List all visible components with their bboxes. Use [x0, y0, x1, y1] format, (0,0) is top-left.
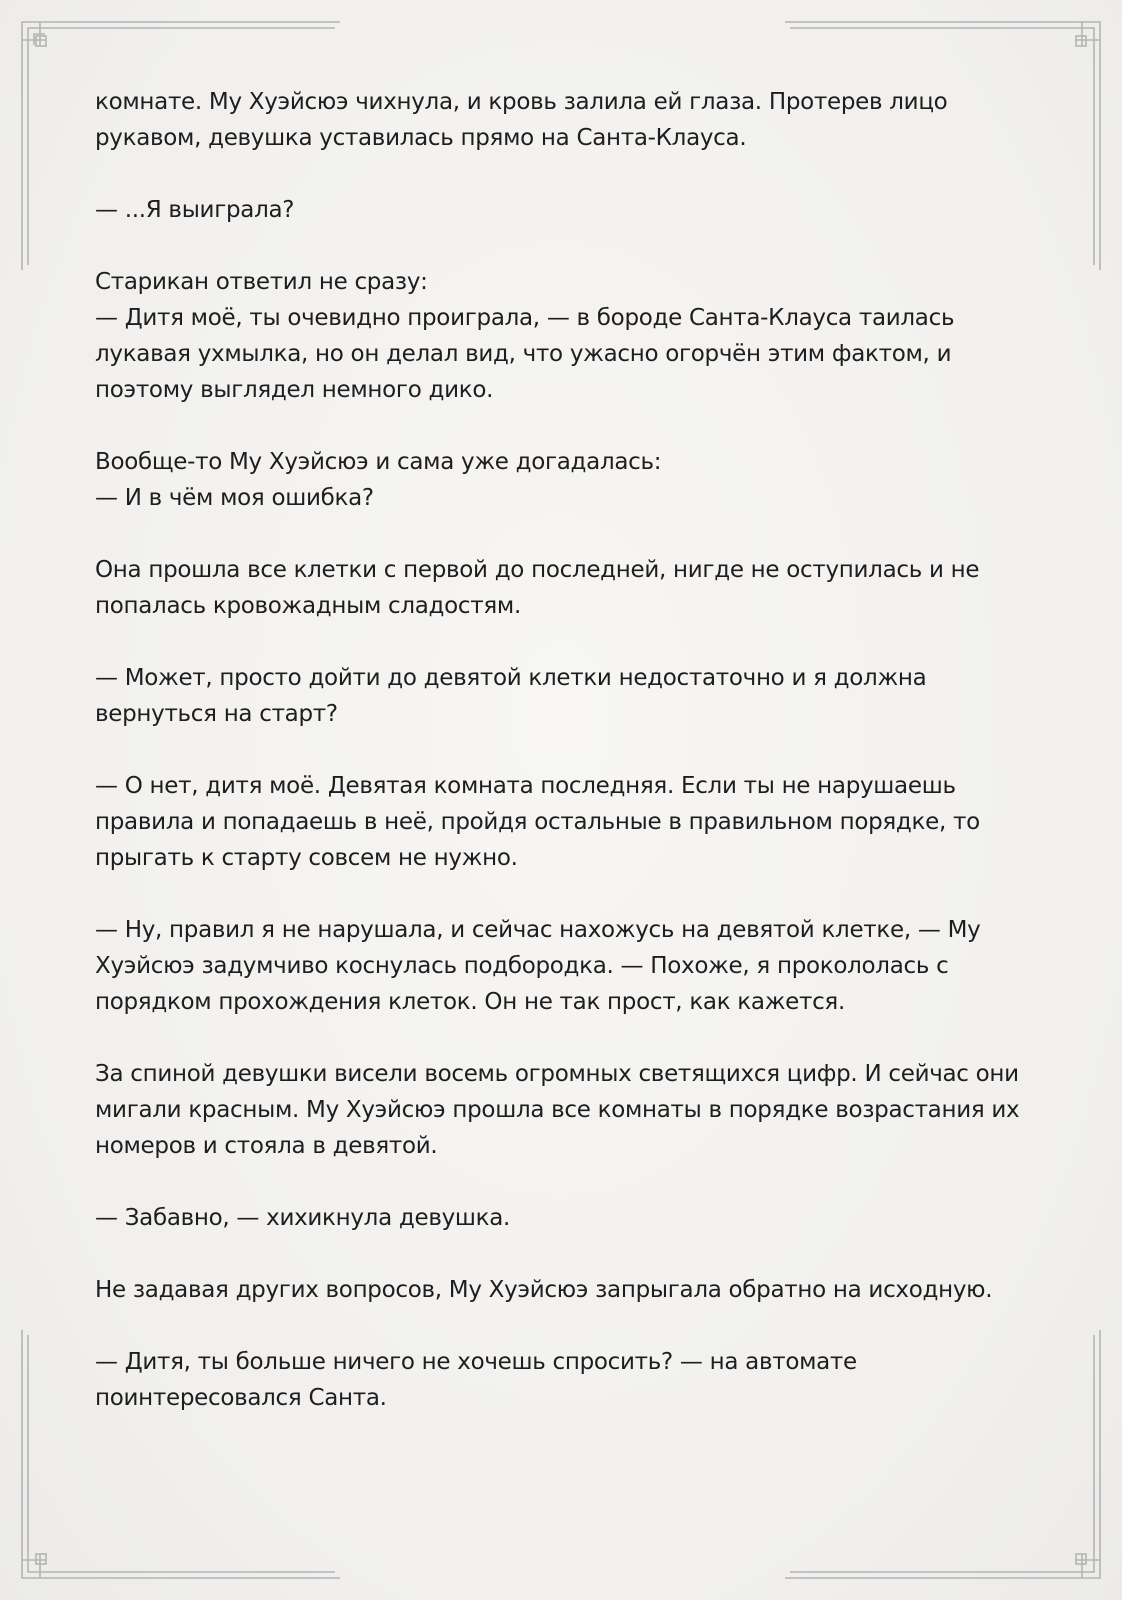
paragraph: Вообще-то Му Хуэйсюэ и сама уже догадалась: — И в чём моя ошибка?	[95, 449, 662, 511]
paragraph: Старикан ответил не сразу: — Дитя моё, ты очевидно проиграла, — в бороде Санта-Клауса таилась лукавая ухмылка, но он делал вид, что ужасно огорчён этим фактом, и поэтому выглядел немного дико.	[95, 269, 955, 403]
paragraph: За спиной девушки висели восемь огромных светящихся цифр. И сейчас они мигали красным. Му Хуэйсюэ прошла все комнаты в порядке возрастания их номеров и стояла в девятой.	[95, 1061, 1020, 1159]
paragraph: Не задавая других вопросов, Му Хуэйсюэ запрыгала обратно на исходную.	[95, 1277, 993, 1303]
paragraph: — ...Я выиграла?	[95, 197, 295, 223]
paragraph: — Дитя, ты больше ничего не хочешь спросить? — на автомате поинтересовался Санта.	[95, 1349, 857, 1411]
paragraph: комнате. Му Хуэйсюэ чихнула, и кровь залила ей глаза. Протерев лицо рукавом, девушка уставилась прямо на Санта-Клауса.	[95, 89, 948, 151]
paragraph: — Может, просто дойти до девятой клетки недостаточно и я должна вернуться на старт?	[95, 665, 927, 727]
document-body	[95, 84, 1030, 1452]
paragraph: Она прошла все клетки с первой до последней, нигде не оступилась и не попалась кровожадным сладостям.	[95, 557, 980, 619]
paragraph: — Ну, правил я не нарушала, и сейчас нахожусь на девятой клетке, — Му Хуэйсюэ задумчиво коснулась подбородка. — Похоже, я прокололась с порядком прохождения клеток. Он не так прост, как кажется.	[95, 917, 981, 1015]
paragraph: — Забавно, — хихикнула девушка.	[95, 1205, 511, 1231]
paragraph: — О нет, дитя моё. Девятая комната последняя. Если ты не нарушаешь правила и попадаешь в неё, пройдя остальные в правильном порядке, то прыгать к старту совсем не нужно.	[95, 773, 980, 871]
